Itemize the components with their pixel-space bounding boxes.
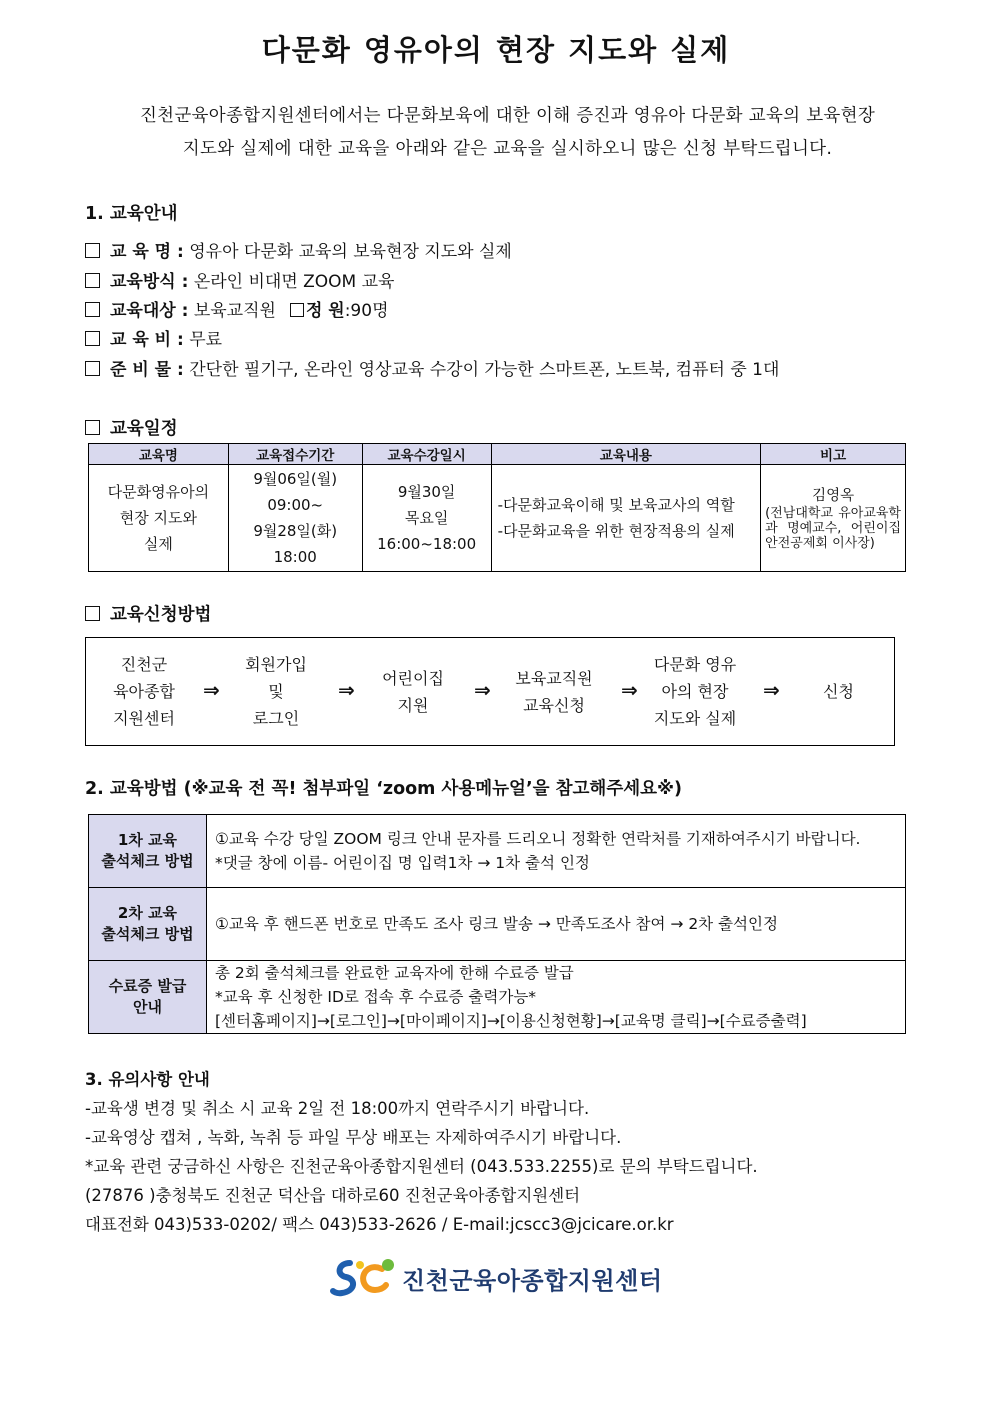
logo-mark-icon <box>330 1255 402 1300</box>
table-row <box>89 465 906 572</box>
schedule-heading: 교육일정 <box>85 415 178 440</box>
checkbox-icon <box>85 331 100 346</box>
arrow-icon: ⇒ <box>203 678 220 702</box>
flow-step: 진천군 육아종합 지원센터 <box>113 655 175 728</box>
document-title: 다문화 영유아의 현장 지도와 실제 <box>261 33 731 67</box>
checkbox-icon <box>85 420 100 435</box>
flow-step: 회원가입 및 로그인 <box>245 655 307 728</box>
apply-heading: 교육신청방법 <box>85 601 211 626</box>
checkbox-icon <box>85 273 100 288</box>
contact-line: 대표전화 043)533-0202/ 팩스 043)533-2626 / E-mail:jcscc3@jcicare.or.kr <box>85 1215 674 1234</box>
info-item-target: 교육대상 : 보육교직원 정 원:90명 <box>85 296 389 321</box>
note-line: -교육생 변경 및 취소 시 교육 2일 전 18:00까지 연락주시기 바랍니다. <box>85 1099 590 1118</box>
row-label: 1차 교육 출석체크 방법 <box>89 815 207 888</box>
arrow-icon: ⇒ <box>474 678 491 702</box>
capacity-key: 정 원 <box>305 301 345 321</box>
row-text: ①교육 후 핸드폰 번호로 만족도 조사 링크 발송 → 만족도조사 참여 → 2차 출석인정 <box>207 888 906 961</box>
registration-period-cell: 9월06일(월) 09:00~ 9월28일(화) 18:00 <box>228 465 362 572</box>
course-content-cell: -다문화교육이해 및 보육교사의 역할 -다문화교육을 위한 현장적용의 실제 <box>491 465 761 572</box>
row-text: ①교육 수강 당일 ZOOM 링크 안내 문자를 드리오니 정확한 연락처를 기재하여주시기 바랍니다. *댓글 창에 이름- 어린이집 명 입력1차 → 1차 출석 인정 <box>207 815 906 888</box>
intro-line-1: 진천군육아종합지원센터에서는 다문화보육에 대한 이해 증진과 영유아 다문화 교육의 보육현장 <box>139 106 876 126</box>
intro-line-2: 지도와 실제에 대한 교육을 아래와 같은 교육을 실시하오니 많은 신청 부탁드립니다. <box>182 139 833 159</box>
table-header: 교육접수기간 <box>228 444 362 465</box>
table-row <box>89 815 906 888</box>
capacity-value: :90명 <box>344 301 389 321</box>
section3-heading: 3. 유의사항 안내 <box>85 1070 210 1089</box>
checkbox-icon <box>85 302 100 317</box>
row-label: 수료증 발급 안내 <box>89 961 207 1034</box>
address-line: (27876 )충청북도 진천군 덕산읍 대하로60 진천군육아종합지원센터 <box>85 1186 581 1205</box>
note-cell <box>761 465 906 572</box>
flow-step: 보육교직원 교육신청 <box>515 668 593 715</box>
schedule-table <box>88 443 906 572</box>
arrow-icon: ⇒ <box>338 678 355 702</box>
table-header: 교육내용 <box>491 444 761 465</box>
row-label: 2차 교육 출석체크 방법 <box>89 888 207 961</box>
info-item-name: 교 육 명 : 영유아 다문화 교육의 보육현장 지도와 실제 <box>85 237 512 262</box>
instructor-name: 김영옥 <box>812 487 855 504</box>
info-item-method: 교육방식 : 온라인 비대면 ZOOM 교육 <box>85 267 394 292</box>
table-header: 비고 <box>761 444 906 465</box>
course-date-cell: 9월30일 목요일 16:00~18:00 <box>362 465 491 572</box>
method-table <box>88 814 906 1034</box>
notes-section <box>85 1065 758 1239</box>
note-line: -교육영상 캡쳐 , 녹화, 녹취 등 파일 무상 배포는 자제하여주시기 바랍니다. <box>85 1128 622 1147</box>
logo-text: 진천군육아종합지원센터 <box>402 1267 663 1295</box>
arrow-icon: ⇒ <box>621 678 638 702</box>
checkbox-icon <box>85 243 100 258</box>
flow-step: 다문화 영유 아의 현장 지도와 실제 <box>653 655 737 728</box>
checkbox-icon <box>290 303 304 317</box>
info-item-materials: 준 비 물 : 간단한 필기구, 온라인 영상교육 수강이 가능한 스마트폰, 노트북, 컴퓨터 중 1대 <box>85 355 779 380</box>
course-name-cell: 다문화영유아의 현장 지도와 실제 <box>89 465 229 572</box>
arrow-icon: ⇒ <box>763 678 780 702</box>
note-line: *교육 관련 궁금하신 사항은 진천군육아종합지원센터 (043.533.2255)로 문의 부탁드립니다. <box>85 1157 758 1176</box>
table-header: 교육명 <box>89 444 229 465</box>
checkbox-icon <box>85 361 100 376</box>
info-item-fee: 교 육 비 : 무료 <box>85 325 222 350</box>
table-header: 교육수강일시 <box>362 444 491 465</box>
table-row <box>89 961 906 1034</box>
row-text: 총 2회 출석체크를 완료한 교육자에 한해 수료증 발급 *교육 후 신청한 ID로 접속 후 수료증 출력가능* [센터홈페이지]→[로그인]→[마이페이지]→[이용신청현황]→[교육명 클릭]→[수료증출력] <box>207 961 906 1034</box>
section1-heading: 1. 교육안내 <box>85 204 178 224</box>
checkbox-icon <box>85 606 100 621</box>
instructor-detail: (전남대학교 유아교육학과 명예교수, 어린이집 안전공제회 이사장) <box>765 505 901 551</box>
flow-step: 어린이집 지원 <box>382 668 444 715</box>
application-flow <box>85 637 895 746</box>
flow-step: 신청 <box>823 682 854 701</box>
center-logo <box>330 1255 675 1300</box>
intro-paragraph <box>100 100 915 166</box>
section2-heading: 2. 교육방법 (※교육 전 꼭! 첨부파일 ‘zoom 사용메뉴얼’을 참고해주세요※) <box>85 779 683 799</box>
table-row <box>89 888 906 961</box>
table-header-row <box>89 444 906 465</box>
